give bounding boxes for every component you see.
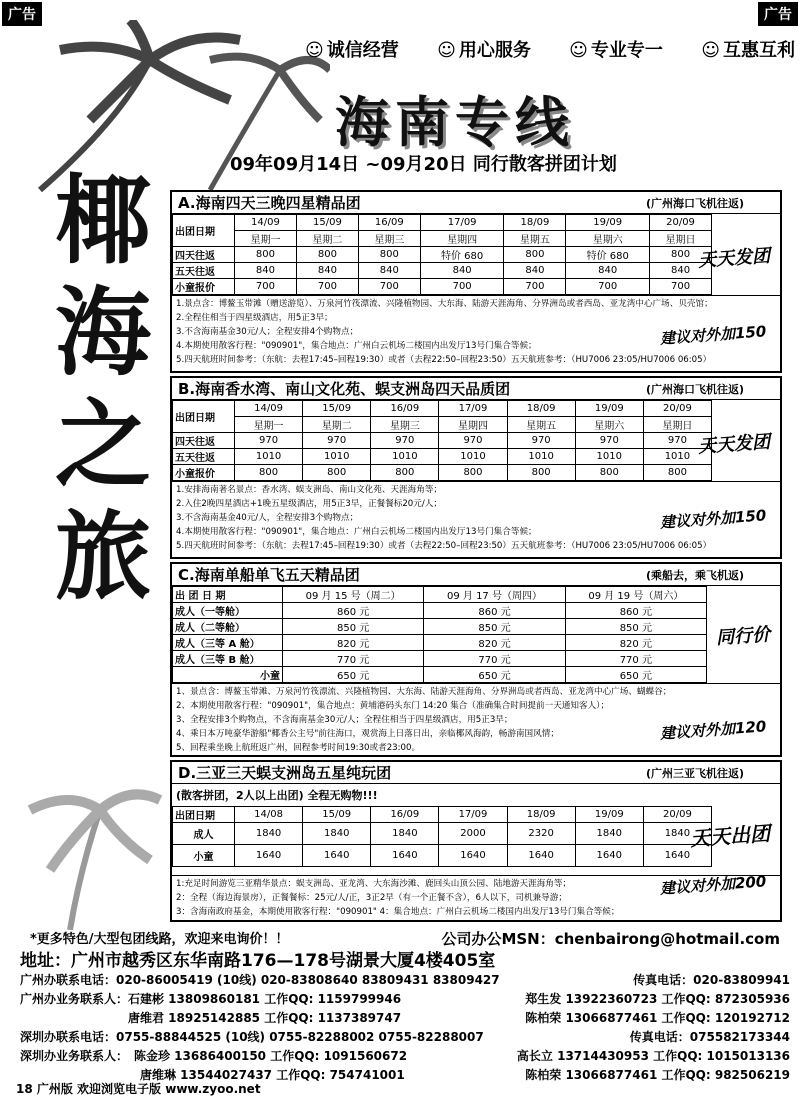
price-cell: 800 <box>371 465 439 481</box>
price-cell: 820 元 <box>424 635 565 651</box>
section-c-title: C.海南单船单飞五天精品团 <box>178 566 360 584</box>
msn-address[interactable]: chenbairong@hotmail.com <box>554 930 780 948</box>
section-c <box>170 562 782 757</box>
table-row <box>173 603 707 619</box>
weekday-cell: 星期六 <box>575 417 643 433</box>
price-cell: 1840 <box>235 823 303 845</box>
gz-phone-row <box>20 971 790 990</box>
table-row <box>173 651 707 667</box>
table-row <box>173 667 707 683</box>
row-label: 小童 <box>173 845 235 867</box>
price-cell: 1640 <box>643 845 711 867</box>
date-cell: 19/09 <box>575 807 643 823</box>
sz-staff-b: 高长立 13714430953 工作QQ: 1015013136 <box>516 1049 790 1063</box>
gz-fax: 传真电话：020-83809941 <box>633 973 790 987</box>
price-cell: 800 <box>439 465 507 481</box>
row-label: 成人（一等舱） <box>173 603 283 619</box>
contact-block <box>20 952 790 1085</box>
side-title-char: 海 <box>55 276 151 389</box>
table-row <box>173 823 712 845</box>
note-line: 1:充足时间游览三亚精华景点：蜈支洲岛、亚龙湾、大东海沙滩、鹿回头山顶公园、陆地游天涯海角等； <box>176 879 572 889</box>
price-cell: 1010 <box>643 449 711 465</box>
address: 地址：广州市越秀区东华南路176—178号湖景大厦4楼405室 <box>20 951 496 971</box>
row-label: 小童 <box>173 667 283 683</box>
table-row <box>173 635 707 651</box>
section-d-route: (广州三亚飞机往返) <box>645 766 744 780</box>
price-cell: 700 <box>420 279 504 295</box>
gz-phone: 广州办联系电话：020-86005419 (10线) 020-83808640 83809431 83809427 <box>20 973 500 987</box>
section-a-suggest: 建议对外加150 <box>659 322 767 348</box>
side-title-char: 旅 <box>55 500 151 613</box>
side-title-char: 之 <box>55 388 151 501</box>
section-d <box>170 760 782 922</box>
date-cell: 18/09 <box>504 215 566 231</box>
sz-fax: 传真电话：075582173344 <box>629 1030 790 1044</box>
price-cell: 840 <box>566 263 650 279</box>
section-d-sub: (散客拼团，2人以上出团) 全程无购物!!! <box>176 789 378 802</box>
row-label: 小童报价 <box>173 279 235 295</box>
section-d-badge: 天天出团 <box>689 821 771 851</box>
price-cell: 特价 680 <box>566 247 650 263</box>
slogan-3: ☺ 专业专一 <box>569 36 663 62</box>
date-cell: 16/09 <box>358 215 420 231</box>
price-cell: 850 元 <box>424 619 565 635</box>
weekday-cell: 星期三 <box>371 417 439 433</box>
row-label: 小童报价 <box>173 465 235 481</box>
section-c-suggest: 建议对外加120 <box>659 717 767 743</box>
price-cell: 970 <box>371 433 439 449</box>
sz-phone: 深圳办联系电话：0755-88844525 (10线) 0755-82288002 0755-82288007 <box>20 1030 484 1044</box>
date-cell: 14/09 <box>235 215 297 231</box>
note-line: 2.全程住相当于四星级酒店，用5正3早； <box>176 313 333 323</box>
gz-staff-b: 郑生发 13922360723 工作QQ: 872305936 <box>525 992 790 1006</box>
section-a-table <box>172 214 712 295</box>
price-cell: 1840 <box>575 823 643 845</box>
table-row <box>173 449 712 465</box>
date-cell: 20/09 <box>650 215 712 231</box>
row-label: 成人 <box>173 823 235 845</box>
section-b-badge: 天天发团 <box>697 431 771 458</box>
price-cell: 840 <box>650 263 712 279</box>
note-line: 2：全程（海边海景房），正餐餐标：25元/人/正，3正2早（有一个正餐不含），6人以下，司机兼导游； <box>176 893 567 903</box>
price-cell: 970 <box>303 433 371 449</box>
msn-label: 公司办公MSN： <box>441 930 555 948</box>
weekday-cell: 星期四 <box>439 417 507 433</box>
date-cell: 19/09 <box>575 401 643 417</box>
price-cell: 650 元 <box>283 667 424 683</box>
date-cell: 09 月 17 号（周四） <box>424 587 565 603</box>
weekday-cell: 星期日 <box>643 417 711 433</box>
price-cell: 700 <box>504 279 566 295</box>
header-cell: 出团日期 <box>173 401 235 433</box>
sz-staff-a: 唐维琳 13544027437 工作QQ: 754741001 <box>20 1068 405 1082</box>
price-cell: 800 <box>575 465 643 481</box>
price-cell: 800 <box>504 247 566 263</box>
date-cell: 14/09 <box>235 401 303 417</box>
row-label: 五天往返 <box>173 263 235 279</box>
table-row <box>173 247 712 263</box>
note-line: 4、乘日本万吨豪华游船"椰香公主号"前往海口，观赏海上日落日出，亲临椰风海韵，畅游南国风情； <box>176 729 559 739</box>
price-cell: 1640 <box>575 845 643 867</box>
note-line: 3：含海南政府基金，本期使用散客行程："090901" 4：集合地点：广州白云机场二楼国内出发厅13号门集合等候； <box>176 907 620 917</box>
section-c-route: (乘船去，乘飞机返) <box>645 568 744 582</box>
note-line: 2、本期使用散客行程："090901"，集合地点：黄埔港码头东门 14:20 集合（准确集合时间提前一天通知客人）； <box>176 701 610 711</box>
price-cell: 1840 <box>371 823 439 845</box>
price-cell: 970 <box>643 433 711 449</box>
ad-tag-right: 广告 <box>758 2 798 26</box>
section-a <box>170 190 782 373</box>
note-line: 4.本期使用散客行程："090901"，集合地点：广州白云机场二楼国内出发厅13号门集合等候； <box>176 341 537 351</box>
sz-staff-row <box>20 1047 790 1066</box>
price-cell: 1840 <box>303 823 371 845</box>
section-a-title: A.海南四天三晚四星精品团 <box>178 194 361 212</box>
price-cell: 800 <box>296 247 358 263</box>
slogan-4: ☺ 互惠互利 <box>701 36 795 62</box>
price-cell: 860 元 <box>283 603 424 619</box>
date-cell: 20/09 <box>643 807 711 823</box>
date-cell: 14/08 <box>235 807 303 823</box>
date-cell: 15/09 <box>303 401 371 417</box>
slogan-1: ☺ 诚信经营 <box>305 36 399 62</box>
price-cell: 850 元 <box>283 619 424 635</box>
price-cell: 770 元 <box>424 651 565 667</box>
section-d-suggest: 建议对外加200 <box>659 872 767 898</box>
row-label: 四天往返 <box>173 247 235 263</box>
price-cell: 800 <box>507 465 575 481</box>
note-line: 3.不含海南基金30元/人；全程安排4个购物点； <box>176 327 359 337</box>
price-cell: 1840 <box>643 823 711 845</box>
section-b <box>170 376 782 559</box>
price-cell: 2320 <box>507 823 575 845</box>
header-cell: 出团日期 <box>173 807 235 823</box>
price-cell: 820 元 <box>283 635 424 651</box>
price-cell: 1640 <box>303 845 371 867</box>
price-cell: 1640 <box>235 845 303 867</box>
section-c-notes <box>172 683 780 756</box>
price-cell: 820 元 <box>565 635 706 651</box>
side-title-char: 椰 <box>55 164 151 277</box>
date-cell: 19/09 <box>566 215 650 231</box>
date-cell: 09 月 15 号（周二） <box>283 587 424 603</box>
weekday-cell: 星期日 <box>650 231 712 247</box>
price-cell: 650 元 <box>424 667 565 683</box>
msn-contact <box>441 928 780 949</box>
date-cell: 17/09 <box>420 215 504 231</box>
row-label: 五天往返 <box>173 449 235 465</box>
price-cell: 770 元 <box>283 651 424 667</box>
table-row <box>173 433 712 449</box>
date-cell: 09 月 19 号（周六） <box>565 587 706 603</box>
palm-tree-bottom-icon <box>10 770 170 930</box>
section-d-table <box>172 806 712 867</box>
gz-staff-a: 唐维君 18925142885 工作QQ: 1137389747 <box>20 1011 402 1025</box>
note-line: 3、全程安排3个购物点，不含海南基金30元/人；全程住相当于四星级酒店，用5正3早； <box>176 715 513 725</box>
section-b-header <box>172 378 780 400</box>
price-cell: 800 <box>235 247 297 263</box>
side-title <box>28 165 178 613</box>
row-label: 成人（三等 A 舱） <box>173 635 283 651</box>
table-row <box>173 619 707 635</box>
sz-staff-a: 深圳办业务联系人： 陈金珍 13686400150 工作QQ: 1091560672 <box>20 1049 408 1063</box>
price-cell: 860 元 <box>565 603 706 619</box>
footer-info <box>30 928 780 949</box>
price-cell: 1010 <box>507 449 575 465</box>
price-cell: 1010 <box>575 449 643 465</box>
section-d-header <box>172 762 780 784</box>
gz-staff-a: 广州办业务联系人：石建彬 13809860181 工作QQ: 1159799946 <box>20 992 402 1006</box>
note-line: 1.安排海南著名景点：香水湾、蜈支洲岛、南山文化苑、天涯海角等； <box>176 485 443 495</box>
price-cell: 800 <box>303 465 371 481</box>
section-b-route: (广州海口飞机往返) <box>645 382 744 396</box>
price-cell: 650 元 <box>565 667 706 683</box>
price-cell: 700 <box>566 279 650 295</box>
price-cell: 2000 <box>439 823 507 845</box>
weekday-cell: 星期一 <box>235 417 303 433</box>
section-d-title: D.三亚三天蜈支洲岛五星纯玩团 <box>178 764 392 782</box>
price-cell: 800 <box>358 247 420 263</box>
section-a-route: (广州海口飞机往返) <box>645 196 744 210</box>
slogans <box>305 36 795 62</box>
date-cell: 20/09 <box>643 401 711 417</box>
gz-staff-b: 陈柏荣 13066877461 工作QQ: 120192712 <box>525 1011 790 1025</box>
date-cell: 15/09 <box>296 215 358 231</box>
price-cell: 1010 <box>439 449 507 465</box>
price-cell: 700 <box>296 279 358 295</box>
weekday-cell: 星期六 <box>566 231 650 247</box>
header-cell: 出团日期 <box>173 215 235 247</box>
note-line: 2.入住2晚四星酒店+1晚五星级酒店，用5正3早，正餐餐标20元/人； <box>176 499 442 509</box>
header-cell: 出 团 日 期 <box>173 587 283 603</box>
note-line: 5.四天航班时间参考：（东航：去程17:45–回程19:30）或者（去程22:50–回程23:50）五天航班参考：（HU7006 23:05/HU7006 06:05） <box>176 355 712 365</box>
price-cell: 970 <box>235 433 303 449</box>
weekday-cell: 星期二 <box>303 417 371 433</box>
price-cell: 840 <box>358 263 420 279</box>
note-line: 4.本期使用散客行程："090901"，集合地点：广州白云机场二楼国内出发厅13号门集合等候； <box>176 527 537 537</box>
weekday-cell: 星期五 <box>504 231 566 247</box>
section-b-table <box>172 400 712 481</box>
price-cell: 970 <box>575 433 643 449</box>
slogan-2: ☺ 用心服务 <box>437 36 531 62</box>
note-line: 1、景点含：博鳌玉带滩、万泉河竹筏漂流、兴隆植物园、大东海、陆游天涯海角、分界洲岛或者西岛、亚龙湾中心广场、蝴蝶谷； <box>176 687 672 697</box>
row-label: 四天往返 <box>173 433 235 449</box>
note-line: 5.四天航班时间参考：（东航：去程17:45–回程19:30）或者（去程22:50–回程23:50）五天航班参考：（HU7006 23:05/HU7006 06:05） <box>176 541 712 551</box>
price-cell: 800 <box>643 465 711 481</box>
table-row <box>173 465 712 481</box>
date-cell: 17/09 <box>439 807 507 823</box>
ad-tag-left: 广告 <box>2 2 42 26</box>
price-cell: 1640 <box>439 845 507 867</box>
price-cell: 840 <box>235 263 297 279</box>
price-cell: 850 元 <box>565 619 706 635</box>
price-cell: 1640 <box>507 845 575 867</box>
gz-staff-row <box>20 990 790 1009</box>
note-line: 5、回程乘坐晚上航班返广州，回程参考时间19:30或者23:00。 <box>176 743 421 753</box>
weekday-cell: 星期五 <box>507 417 575 433</box>
section-b-suggest: 建议对外加150 <box>659 506 767 532</box>
date-cell: 17/09 <box>439 401 507 417</box>
price-cell: 700 <box>235 279 297 295</box>
section-c-table <box>172 586 707 683</box>
section-a-header <box>172 192 780 214</box>
date-cell: 15/09 <box>303 807 371 823</box>
date-cell: 16/09 <box>371 807 439 823</box>
price-cell: 840 <box>296 263 358 279</box>
price-cell: 1640 <box>371 845 439 867</box>
section-a-badge: 天天发团 <box>697 245 771 272</box>
row-label: 成人（二等舱） <box>173 619 283 635</box>
table-row <box>173 279 712 295</box>
price-cell: 800 <box>235 465 303 481</box>
sz-phone-row <box>20 1028 790 1047</box>
date-cell: 18/09 <box>507 807 575 823</box>
page-subtitle: 09年09月14日 ~09月20日 同行散客拼团计划 <box>230 154 617 175</box>
price-cell: 700 <box>650 279 712 295</box>
weekday-cell: 星期四 <box>420 231 504 247</box>
page-footer: 18 广州版 欢迎浏览电子版 www.zyoo.net <box>16 1082 261 1096</box>
row-label: 成人（三等 B 舱） <box>173 651 283 667</box>
more-routes-text: *更多特色/大型包团线路，欢迎来电询价！！ <box>30 932 289 947</box>
price-cell: 770 元 <box>565 651 706 667</box>
price-cell: 840 <box>504 263 566 279</box>
note-line: 3.不含海南基金40元/人，全程安排3个购物点； <box>176 513 359 523</box>
weekday-cell: 星期一 <box>235 231 297 247</box>
date-cell: 16/09 <box>371 401 439 417</box>
price-cell: 700 <box>358 279 420 295</box>
date-cell: 18/09 <box>507 401 575 417</box>
price-cell: 970 <box>439 433 507 449</box>
price-cell: 1010 <box>303 449 371 465</box>
price-cell: 1010 <box>371 449 439 465</box>
price-cell: 970 <box>507 433 575 449</box>
weekday-cell: 星期三 <box>358 231 420 247</box>
section-c-header <box>172 564 780 586</box>
sz-staff-b: 陈柏荣 13066877461 工作QQ: 982506219 <box>525 1068 790 1082</box>
table-row <box>173 263 712 279</box>
note-line: 1.景点含：博鳌玉带滩（赠送游览）、万泉河竹筏漂流、兴隆植物园、大东海、陆游天涯海角、分界洲岛或者西岛、亚龙湾中心广场、贝壳馆； <box>176 299 713 309</box>
price-cell: 840 <box>420 263 504 279</box>
gz-staff-row <box>20 1009 790 1028</box>
price-cell: 1010 <box>235 449 303 465</box>
price-cell: 860 元 <box>424 603 565 619</box>
price-cell: 800 <box>650 247 712 263</box>
section-b-title: B.海南香水湾、南山文化苑、蜈支洲岛四天品质团 <box>178 380 511 398</box>
page-title: 海南专线 <box>335 91 575 154</box>
section-c-badge: 同行价 <box>715 624 771 649</box>
weekday-cell: 星期二 <box>296 231 358 247</box>
price-cell: 特价 680 <box>420 247 504 263</box>
table-row <box>173 845 712 867</box>
